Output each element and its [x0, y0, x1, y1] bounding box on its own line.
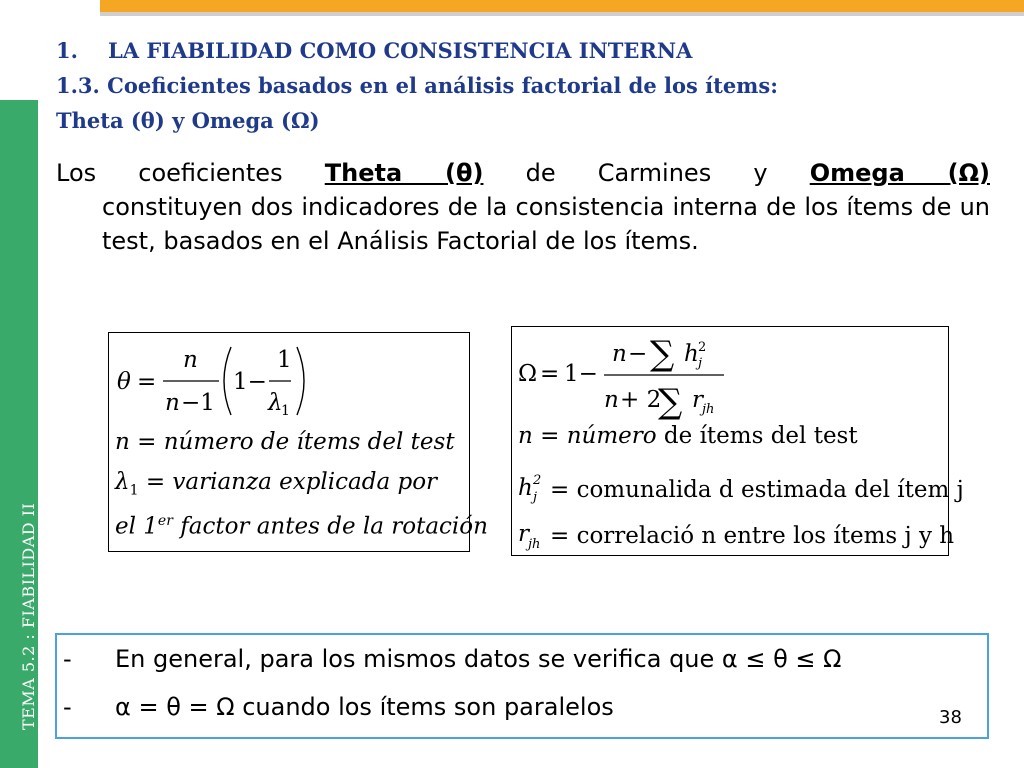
omega-def-h: [518, 471, 964, 505]
subheading-line-2: Theta (θ) y Omega (Ω): [56, 108, 320, 133]
section-number: 1.: [56, 38, 78, 63]
theta-def-n: n = número de ítems del test: [115, 429, 455, 455]
dash-2: -: [63, 693, 72, 721]
omega-def-n: [518, 423, 858, 449]
svg-text:θ: θ: [117, 369, 131, 395]
svg-text:∑: ∑: [650, 334, 675, 374]
omega-n-symbol: n = número: [518, 423, 657, 449]
svg-text:jh: jh: [702, 402, 715, 417]
svg-text:∑: ∑: [658, 382, 683, 422]
omega-equation: [516, 329, 746, 425]
summary-line-1: [63, 645, 842, 673]
theta-equation: [113, 337, 323, 423]
svg-text:1−: 1−: [564, 361, 598, 387]
svg-text:r: r: [518, 521, 529, 547]
r-jh-symbol: [518, 517, 550, 551]
svg-text:λ: λ: [268, 390, 283, 416]
svg-text:=: =: [137, 369, 157, 395]
sidebar-topic-label: TEMA 5.2 : FIABILIDAD II: [19, 502, 38, 730]
svg-text:1: 1: [281, 403, 290, 419]
h-j-squared-symbol: [518, 471, 550, 505]
summary-text-2: α = θ = Ω cuando los ítems son paralelos: [115, 693, 614, 721]
paragraph-rest: constituyen dos indicadores de la consistencia interna de los ítems de un test, basados en el Análisis Factorial de los ítems.: [102, 193, 990, 255]
theta-def-lambda: [115, 469, 437, 499]
svg-text:n: n: [183, 347, 198, 373]
summary-line-2: [63, 693, 614, 721]
lambda-description: = varianza explicada por: [145, 469, 438, 495]
omega-n-description: de ítems del test: [663, 423, 858, 449]
svg-text:−: −: [628, 341, 648, 367]
section-heading: [56, 38, 692, 63]
section-title: LA FIABILIDAD COMO CONSISTENCIA INTERNA: [108, 38, 693, 63]
omega-def-r: [518, 517, 954, 551]
svg-text:r: r: [692, 387, 703, 413]
svg-text:1−: 1−: [233, 369, 267, 395]
omega-formula-box: [511, 326, 964, 556]
summary-box: [55, 633, 989, 739]
svg-text:j: j: [533, 490, 538, 505]
svg-text:2: 2: [533, 473, 542, 488]
paragraph-first-line: [56, 156, 990, 190]
omega-keyword: Omega (Ω): [809, 159, 990, 187]
top-divider-strip: [100, 12, 1024, 16]
page-number: 38: [939, 707, 962, 728]
subheading-line-1: 1.3. Coeficientes basados en el análisis factorial de los ítems:: [56, 73, 778, 98]
theta-formula-box: [108, 332, 488, 552]
omega-r-description: = correlació n entre los ítems j y h: [550, 523, 955, 549]
factor-superscript: er: [157, 513, 173, 529]
svg-text:Ω: Ω: [518, 361, 538, 387]
svg-text:h: h: [684, 341, 699, 367]
svg-text:n: n: [604, 387, 619, 413]
svg-text:n: n: [612, 341, 627, 367]
intro-paragraph: [56, 156, 990, 258]
svg-text:n: n: [165, 390, 180, 416]
svg-text:j: j: [698, 356, 703, 371]
lambda-subscript: 1: [129, 482, 139, 499]
svg-text:jh: jh: [528, 537, 541, 551]
omega-h-description: = comunalida d estimada del ítem j: [550, 477, 964, 503]
factor-text-a: el 1: [115, 513, 158, 540]
summary-text-1: En general, para los mismos datos se verifica que α ≤ θ ≤ Ω: [115, 645, 842, 673]
factor-text-b: factor antes de la rotación: [180, 513, 488, 540]
svg-text:−1: −1: [181, 390, 215, 416]
theta-def-factor: [115, 513, 488, 540]
svg-text:h: h: [518, 475, 533, 501]
lambda-symbol: λ: [115, 469, 130, 495]
top-accent-bar: [100, 0, 1024, 12]
paragraph-text-b: de Carmines y: [525, 159, 768, 187]
paragraph-text-a: Los coeficientes: [56, 159, 283, 187]
svg-text:=: =: [540, 361, 560, 387]
dash-1: -: [63, 645, 72, 673]
theta-keyword: Theta (θ): [324, 159, 484, 187]
svg-text:1: 1: [277, 347, 292, 373]
svg-text:+ 2: + 2: [620, 387, 662, 413]
svg-text:2: 2: [698, 340, 707, 355]
